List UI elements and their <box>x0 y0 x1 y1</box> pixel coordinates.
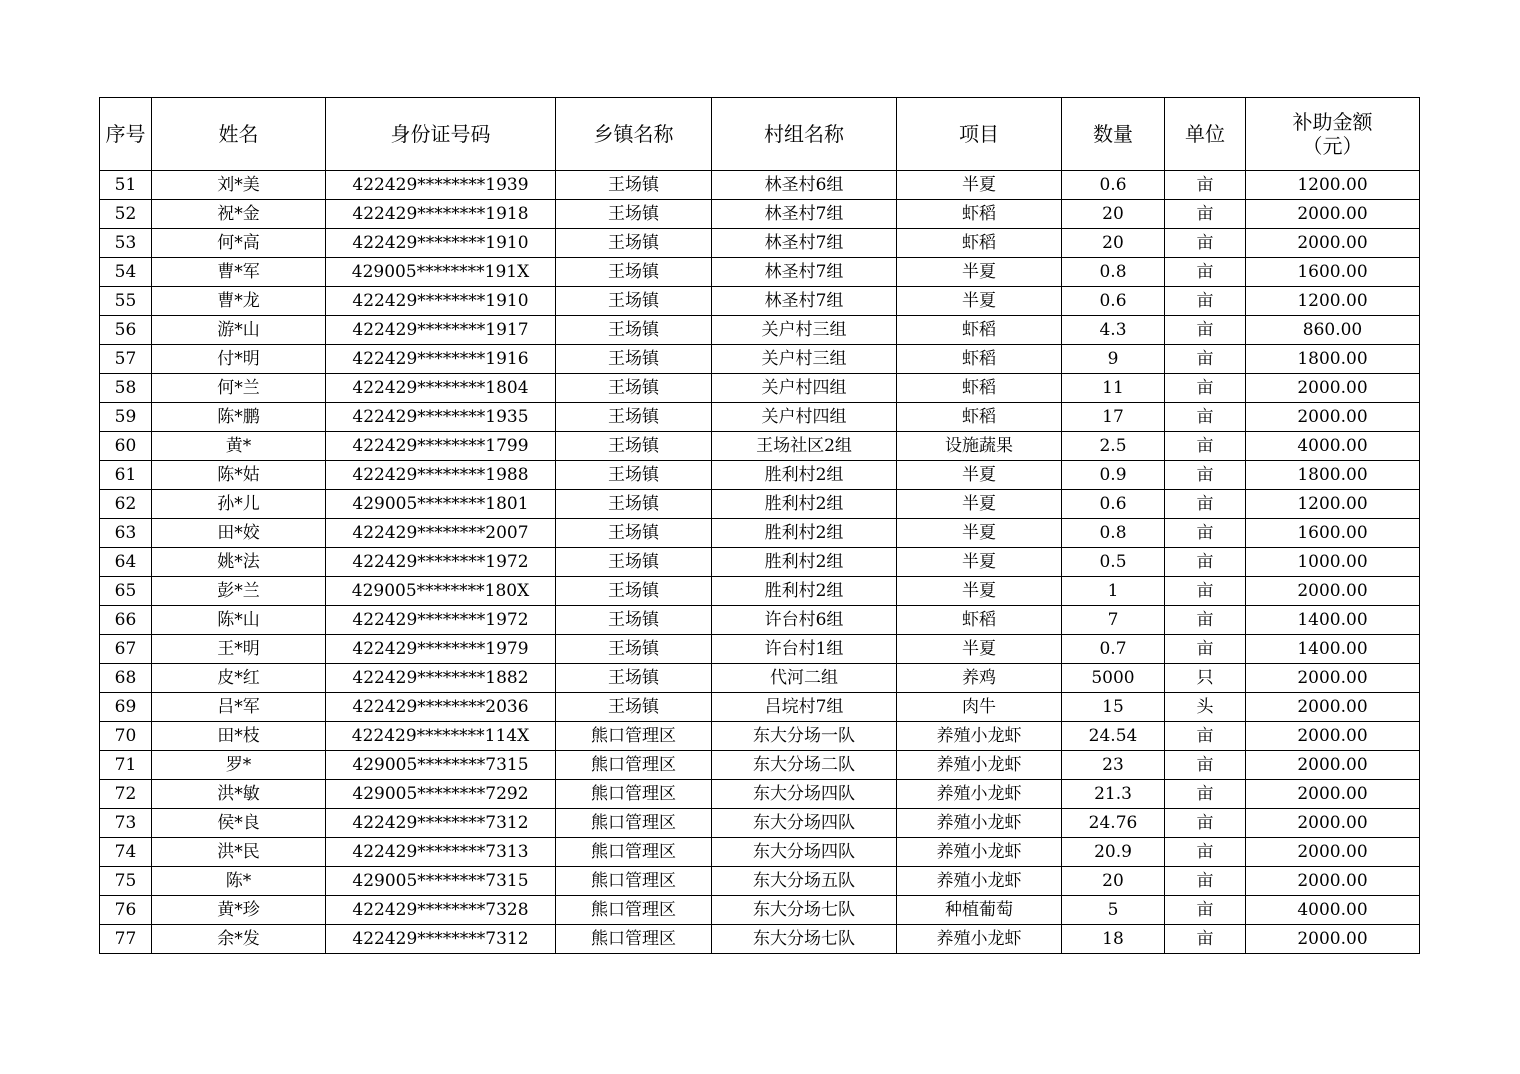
table-row <box>100 229 1420 258</box>
header-unit: 单位 <box>1165 98 1246 171</box>
cell-village: 胜利村2组 <box>712 577 897 606</box>
cell-no: 58 <box>100 374 152 403</box>
cell-village: 东大分场四队 <box>712 838 897 867</box>
cell-amount: 2000.00 <box>1246 200 1420 229</box>
header-id: 身份证号码 <box>326 98 556 171</box>
cell-qty: 20.9 <box>1062 838 1165 867</box>
cell-item: 虾稻 <box>897 316 1062 345</box>
cell-no: 67 <box>100 635 152 664</box>
cell-item: 养殖小龙虾 <box>897 809 1062 838</box>
cell-amount: 2000.00 <box>1246 867 1420 896</box>
header-item: 项目 <box>897 98 1062 171</box>
cell-item: 半夏 <box>897 287 1062 316</box>
cell-name: 田*姣 <box>152 519 326 548</box>
table-row <box>100 461 1420 490</box>
cell-unit: 亩 <box>1165 171 1246 200</box>
header-no <box>100 98 152 171</box>
table-row <box>100 606 1420 635</box>
cell-name: 黄* <box>152 432 326 461</box>
cell-qty: 9 <box>1062 345 1165 374</box>
cell-town: 熊口管理区 <box>556 838 712 867</box>
cell-id: 429005********7315 <box>326 751 556 780</box>
table-row <box>100 838 1420 867</box>
cell-name: 曹*军 <box>152 258 326 287</box>
table-row <box>100 287 1420 316</box>
cell-id: 422429********1979 <box>326 635 556 664</box>
header-qty: 数量 <box>1062 98 1165 171</box>
table-row <box>100 258 1420 287</box>
cell-name: 祝*金 <box>152 200 326 229</box>
subsidy-table <box>99 97 1420 954</box>
cell-unit: 亩 <box>1165 229 1246 258</box>
cell-id: 422429********2007 <box>326 519 556 548</box>
cell-id: 422429********1799 <box>326 432 556 461</box>
cell-amount: 4000.00 <box>1246 432 1420 461</box>
cell-id: 422429********1935 <box>326 403 556 432</box>
cell-amount: 860.00 <box>1246 316 1420 345</box>
cell-name: 皮*红 <box>152 664 326 693</box>
cell-no: 77 <box>100 925 152 954</box>
header-amount-label: 补助金额（元） <box>1292 110 1373 158</box>
cell-unit: 亩 <box>1165 461 1246 490</box>
table-row <box>100 664 1420 693</box>
cell-village: 胜利村2组 <box>712 461 897 490</box>
header-row <box>100 98 1420 171</box>
cell-qty: 0.9 <box>1062 461 1165 490</box>
cell-id: 429005********191X <box>326 258 556 287</box>
table-row <box>100 809 1420 838</box>
cell-id: 429005********7292 <box>326 780 556 809</box>
table-row <box>100 490 1420 519</box>
table-row <box>100 548 1420 577</box>
cell-amount: 2000.00 <box>1246 722 1420 751</box>
cell-no: 61 <box>100 461 152 490</box>
cell-name: 洪*敏 <box>152 780 326 809</box>
cell-unit: 亩 <box>1165 403 1246 432</box>
cell-town: 王场镇 <box>556 519 712 548</box>
cell-qty: 0.6 <box>1062 287 1165 316</box>
cell-item: 半夏 <box>897 577 1062 606</box>
cell-no: 57 <box>100 345 152 374</box>
cell-id: 422429********7312 <box>326 809 556 838</box>
cell-town: 熊口管理区 <box>556 780 712 809</box>
cell-no: 60 <box>100 432 152 461</box>
cell-amount: 2000.00 <box>1246 229 1420 258</box>
cell-id: 422429********1910 <box>326 229 556 258</box>
cell-town: 王场镇 <box>556 258 712 287</box>
cell-amount: 1400.00 <box>1246 635 1420 664</box>
cell-no: 66 <box>100 606 152 635</box>
cell-amount: 1200.00 <box>1246 171 1420 200</box>
cell-amount: 2000.00 <box>1246 374 1420 403</box>
cell-qty: 5 <box>1062 896 1165 925</box>
cell-amount: 1600.00 <box>1246 519 1420 548</box>
table-body <box>100 171 1420 954</box>
cell-unit: 亩 <box>1165 635 1246 664</box>
cell-id: 422429********7328 <box>326 896 556 925</box>
cell-unit: 亩 <box>1165 548 1246 577</box>
cell-amount: 2000.00 <box>1246 780 1420 809</box>
cell-qty: 18 <box>1062 925 1165 954</box>
cell-amount: 1200.00 <box>1246 490 1420 519</box>
cell-item: 养殖小龙虾 <box>897 722 1062 751</box>
cell-village: 东大分场七队 <box>712 896 897 925</box>
header-name: 姓名 <box>152 98 326 171</box>
table-row <box>100 867 1420 896</box>
cell-town: 王场镇 <box>556 200 712 229</box>
table-row <box>100 519 1420 548</box>
cell-unit: 亩 <box>1165 345 1246 374</box>
cell-unit: 亩 <box>1165 780 1246 809</box>
cell-qty: 0.7 <box>1062 635 1165 664</box>
table-row <box>100 780 1420 809</box>
cell-town: 熊口管理区 <box>556 896 712 925</box>
cell-name: 陈* <box>152 867 326 896</box>
cell-item: 半夏 <box>897 461 1062 490</box>
header-town: 乡镇名称 <box>556 98 712 171</box>
cell-qty: 1 <box>1062 577 1165 606</box>
cell-id: 422429********1972 <box>326 548 556 577</box>
cell-no: 59 <box>100 403 152 432</box>
cell-unit: 亩 <box>1165 287 1246 316</box>
cell-amount: 1800.00 <box>1246 461 1420 490</box>
cell-id: 422429********1918 <box>326 200 556 229</box>
table-row <box>100 577 1420 606</box>
cell-unit: 亩 <box>1165 200 1246 229</box>
table-row <box>100 896 1420 925</box>
cell-amount: 1400.00 <box>1246 606 1420 635</box>
cell-item: 半夏 <box>897 171 1062 200</box>
cell-village: 许台村6组 <box>712 606 897 635</box>
cell-no: 55 <box>100 287 152 316</box>
cell-item: 种植葡萄 <box>897 896 1062 925</box>
cell-name: 付*明 <box>152 345 326 374</box>
cell-item: 养鸡 <box>897 664 1062 693</box>
cell-id: 422429********1988 <box>326 461 556 490</box>
cell-no: 52 <box>100 200 152 229</box>
cell-name: 侯*良 <box>152 809 326 838</box>
cell-id: 422429********1882 <box>326 664 556 693</box>
cell-town: 王场镇 <box>556 635 712 664</box>
cell-town: 熊口管理区 <box>556 809 712 838</box>
cell-no: 64 <box>100 548 152 577</box>
cell-town: 王场镇 <box>556 316 712 345</box>
cell-id: 429005********7315 <box>326 867 556 896</box>
cell-no: 53 <box>100 229 152 258</box>
header-village: 村组名称 <box>712 98 897 171</box>
table-row <box>100 432 1420 461</box>
cell-village: 代河二组 <box>712 664 897 693</box>
cell-name: 彭*兰 <box>152 577 326 606</box>
cell-village: 林圣村6组 <box>712 171 897 200</box>
cell-name: 王*明 <box>152 635 326 664</box>
cell-village: 关户村三组 <box>712 316 897 345</box>
cell-no: 72 <box>100 780 152 809</box>
cell-qty: 0.8 <box>1062 258 1165 287</box>
cell-qty: 24.76 <box>1062 809 1165 838</box>
table-row <box>100 345 1420 374</box>
cell-town: 王场镇 <box>556 461 712 490</box>
cell-id: 429005********180X <box>326 577 556 606</box>
cell-qty: 2.5 <box>1062 432 1165 461</box>
header-amount <box>1246 98 1420 171</box>
cell-unit: 亩 <box>1165 519 1246 548</box>
cell-name: 曹*龙 <box>152 287 326 316</box>
cell-amount: 2000.00 <box>1246 403 1420 432</box>
cell-no: 69 <box>100 693 152 722</box>
cell-name: 游*山 <box>152 316 326 345</box>
cell-village: 王场社区2组 <box>712 432 897 461</box>
cell-village: 林圣村7组 <box>712 287 897 316</box>
cell-no: 68 <box>100 664 152 693</box>
cell-village: 许台村1组 <box>712 635 897 664</box>
cell-village: 林圣村7组 <box>712 200 897 229</box>
cell-id: 422429********2036 <box>326 693 556 722</box>
table-row <box>100 374 1420 403</box>
cell-qty: 0.6 <box>1062 171 1165 200</box>
cell-unit: 亩 <box>1165 258 1246 287</box>
cell-unit: 只 <box>1165 664 1246 693</box>
cell-village: 东大分场五队 <box>712 867 897 896</box>
table-row <box>100 635 1420 664</box>
cell-qty: 21.3 <box>1062 780 1165 809</box>
cell-no: 75 <box>100 867 152 896</box>
cell-id: 422429********1939 <box>326 171 556 200</box>
cell-item: 养殖小龙虾 <box>897 751 1062 780</box>
cell-qty: 11 <box>1062 374 1165 403</box>
table-row <box>100 403 1420 432</box>
table-row <box>100 693 1420 722</box>
cell-town: 王场镇 <box>556 432 712 461</box>
cell-qty: 15 <box>1062 693 1165 722</box>
cell-unit: 亩 <box>1165 809 1246 838</box>
cell-amount: 2000.00 <box>1246 809 1420 838</box>
cell-item: 养殖小龙虾 <box>897 838 1062 867</box>
cell-village: 东大分场四队 <box>712 780 897 809</box>
cell-qty: 0.6 <box>1062 490 1165 519</box>
cell-item: 养殖小龙虾 <box>897 867 1062 896</box>
cell-no: 73 <box>100 809 152 838</box>
cell-id: 422429********1972 <box>326 606 556 635</box>
table-row <box>100 751 1420 780</box>
cell-name: 陈*姑 <box>152 461 326 490</box>
cell-town: 王场镇 <box>556 374 712 403</box>
table-row <box>100 171 1420 200</box>
cell-no: 71 <box>100 751 152 780</box>
cell-item: 虾稻 <box>897 229 1062 258</box>
cell-item: 半夏 <box>897 635 1062 664</box>
cell-name: 洪*民 <box>152 838 326 867</box>
cell-amount: 1000.00 <box>1246 548 1420 577</box>
cell-town: 王场镇 <box>556 345 712 374</box>
cell-village: 胜利村2组 <box>712 548 897 577</box>
cell-unit: 亩 <box>1165 925 1246 954</box>
cell-no: 74 <box>100 838 152 867</box>
cell-name: 孙*儿 <box>152 490 326 519</box>
cell-id: 422429********1916 <box>326 345 556 374</box>
cell-qty: 0.5 <box>1062 548 1165 577</box>
cell-village: 东大分场一队 <box>712 722 897 751</box>
cell-name: 余*发 <box>152 925 326 954</box>
cell-amount: 2000.00 <box>1246 693 1420 722</box>
cell-id: 422429********1917 <box>326 316 556 345</box>
cell-id: 422429********1910 <box>326 287 556 316</box>
cell-village: 关户村四组 <box>712 374 897 403</box>
cell-unit: 亩 <box>1165 577 1246 606</box>
cell-amount: 2000.00 <box>1246 664 1420 693</box>
cell-town: 熊口管理区 <box>556 722 712 751</box>
cell-unit: 亩 <box>1165 751 1246 780</box>
cell-village: 林圣村7组 <box>712 229 897 258</box>
cell-village: 关户村三组 <box>712 345 897 374</box>
cell-town: 王场镇 <box>556 548 712 577</box>
cell-qty: 24.54 <box>1062 722 1165 751</box>
cell-town: 王场镇 <box>556 229 712 258</box>
cell-name: 黄*珍 <box>152 896 326 925</box>
cell-item: 设施蔬果 <box>897 432 1062 461</box>
cell-town: 熊口管理区 <box>556 751 712 780</box>
header-no-label: 序号 <box>105 122 146 146</box>
cell-amount: 2000.00 <box>1246 751 1420 780</box>
cell-id: 422429********1804 <box>326 374 556 403</box>
cell-item: 虾稻 <box>897 606 1062 635</box>
cell-no: 70 <box>100 722 152 751</box>
cell-unit: 亩 <box>1165 374 1246 403</box>
cell-id: 422429********114X <box>326 722 556 751</box>
cell-qty: 5000 <box>1062 664 1165 693</box>
cell-town: 熊口管理区 <box>556 925 712 954</box>
cell-qty: 23 <box>1062 751 1165 780</box>
cell-no: 76 <box>100 896 152 925</box>
cell-name: 罗* <box>152 751 326 780</box>
cell-amount: 2000.00 <box>1246 577 1420 606</box>
cell-town: 王场镇 <box>556 490 712 519</box>
cell-name: 陈*鹏 <box>152 403 326 432</box>
cell-item: 虾稻 <box>897 200 1062 229</box>
cell-town: 王场镇 <box>556 606 712 635</box>
cell-town: 王场镇 <box>556 171 712 200</box>
table-row <box>100 722 1420 751</box>
cell-unit: 亩 <box>1165 896 1246 925</box>
cell-unit: 亩 <box>1165 316 1246 345</box>
cell-amount: 1200.00 <box>1246 287 1420 316</box>
cell-amount: 2000.00 <box>1246 838 1420 867</box>
cell-item: 半夏 <box>897 519 1062 548</box>
cell-name: 刘*美 <box>152 171 326 200</box>
cell-no: 63 <box>100 519 152 548</box>
cell-amount: 4000.00 <box>1246 896 1420 925</box>
cell-name: 何*兰 <box>152 374 326 403</box>
cell-id: 429005********1801 <box>326 490 556 519</box>
cell-unit: 亩 <box>1165 867 1246 896</box>
cell-unit: 亩 <box>1165 838 1246 867</box>
cell-name: 吕*军 <box>152 693 326 722</box>
cell-qty: 20 <box>1062 867 1165 896</box>
cell-item: 半夏 <box>897 548 1062 577</box>
table-row <box>100 925 1420 954</box>
cell-item: 半夏 <box>897 258 1062 287</box>
cell-village: 胜利村2组 <box>712 490 897 519</box>
cell-village: 东大分场二队 <box>712 751 897 780</box>
cell-id: 422429********7312 <box>326 925 556 954</box>
cell-village: 林圣村7组 <box>712 258 897 287</box>
cell-unit: 亩 <box>1165 432 1246 461</box>
cell-unit: 亩 <box>1165 606 1246 635</box>
cell-unit: 亩 <box>1165 722 1246 751</box>
cell-qty: 17 <box>1062 403 1165 432</box>
cell-amount: 1800.00 <box>1246 345 1420 374</box>
cell-town: 王场镇 <box>556 287 712 316</box>
cell-town: 熊口管理区 <box>556 867 712 896</box>
cell-item: 半夏 <box>897 490 1062 519</box>
cell-no: 54 <box>100 258 152 287</box>
cell-town: 王场镇 <box>556 693 712 722</box>
cell-unit: 头 <box>1165 693 1246 722</box>
cell-amount: 2000.00 <box>1246 925 1420 954</box>
cell-item: 养殖小龙虾 <box>897 925 1062 954</box>
cell-item: 虾稻 <box>897 374 1062 403</box>
cell-qty: 20 <box>1062 200 1165 229</box>
cell-name: 陈*山 <box>152 606 326 635</box>
cell-name: 何*高 <box>152 229 326 258</box>
cell-item: 肉牛 <box>897 693 1062 722</box>
cell-id: 422429********7313 <box>326 838 556 867</box>
cell-item: 养殖小龙虾 <box>897 780 1062 809</box>
cell-town: 王场镇 <box>556 664 712 693</box>
cell-unit: 亩 <box>1165 490 1246 519</box>
cell-qty: 0.8 <box>1062 519 1165 548</box>
table-row <box>100 316 1420 345</box>
cell-name: 田*枝 <box>152 722 326 751</box>
cell-village: 东大分场七队 <box>712 925 897 954</box>
cell-town: 王场镇 <box>556 403 712 432</box>
cell-name: 姚*法 <box>152 548 326 577</box>
cell-item: 虾稻 <box>897 345 1062 374</box>
cell-no: 62 <box>100 490 152 519</box>
cell-qty: 7 <box>1062 606 1165 635</box>
cell-qty: 20 <box>1062 229 1165 258</box>
cell-village: 关户村四组 <box>712 403 897 432</box>
table-row <box>100 200 1420 229</box>
cell-village: 吕垸村7组 <box>712 693 897 722</box>
cell-no: 56 <box>100 316 152 345</box>
cell-item: 虾稻 <box>897 403 1062 432</box>
cell-village: 东大分场四队 <box>712 809 897 838</box>
cell-no: 51 <box>100 171 152 200</box>
cell-qty: 4.3 <box>1062 316 1165 345</box>
cell-town: 王场镇 <box>556 577 712 606</box>
cell-amount: 1600.00 <box>1246 258 1420 287</box>
cell-village: 胜利村2组 <box>712 519 897 548</box>
cell-no: 65 <box>100 577 152 606</box>
